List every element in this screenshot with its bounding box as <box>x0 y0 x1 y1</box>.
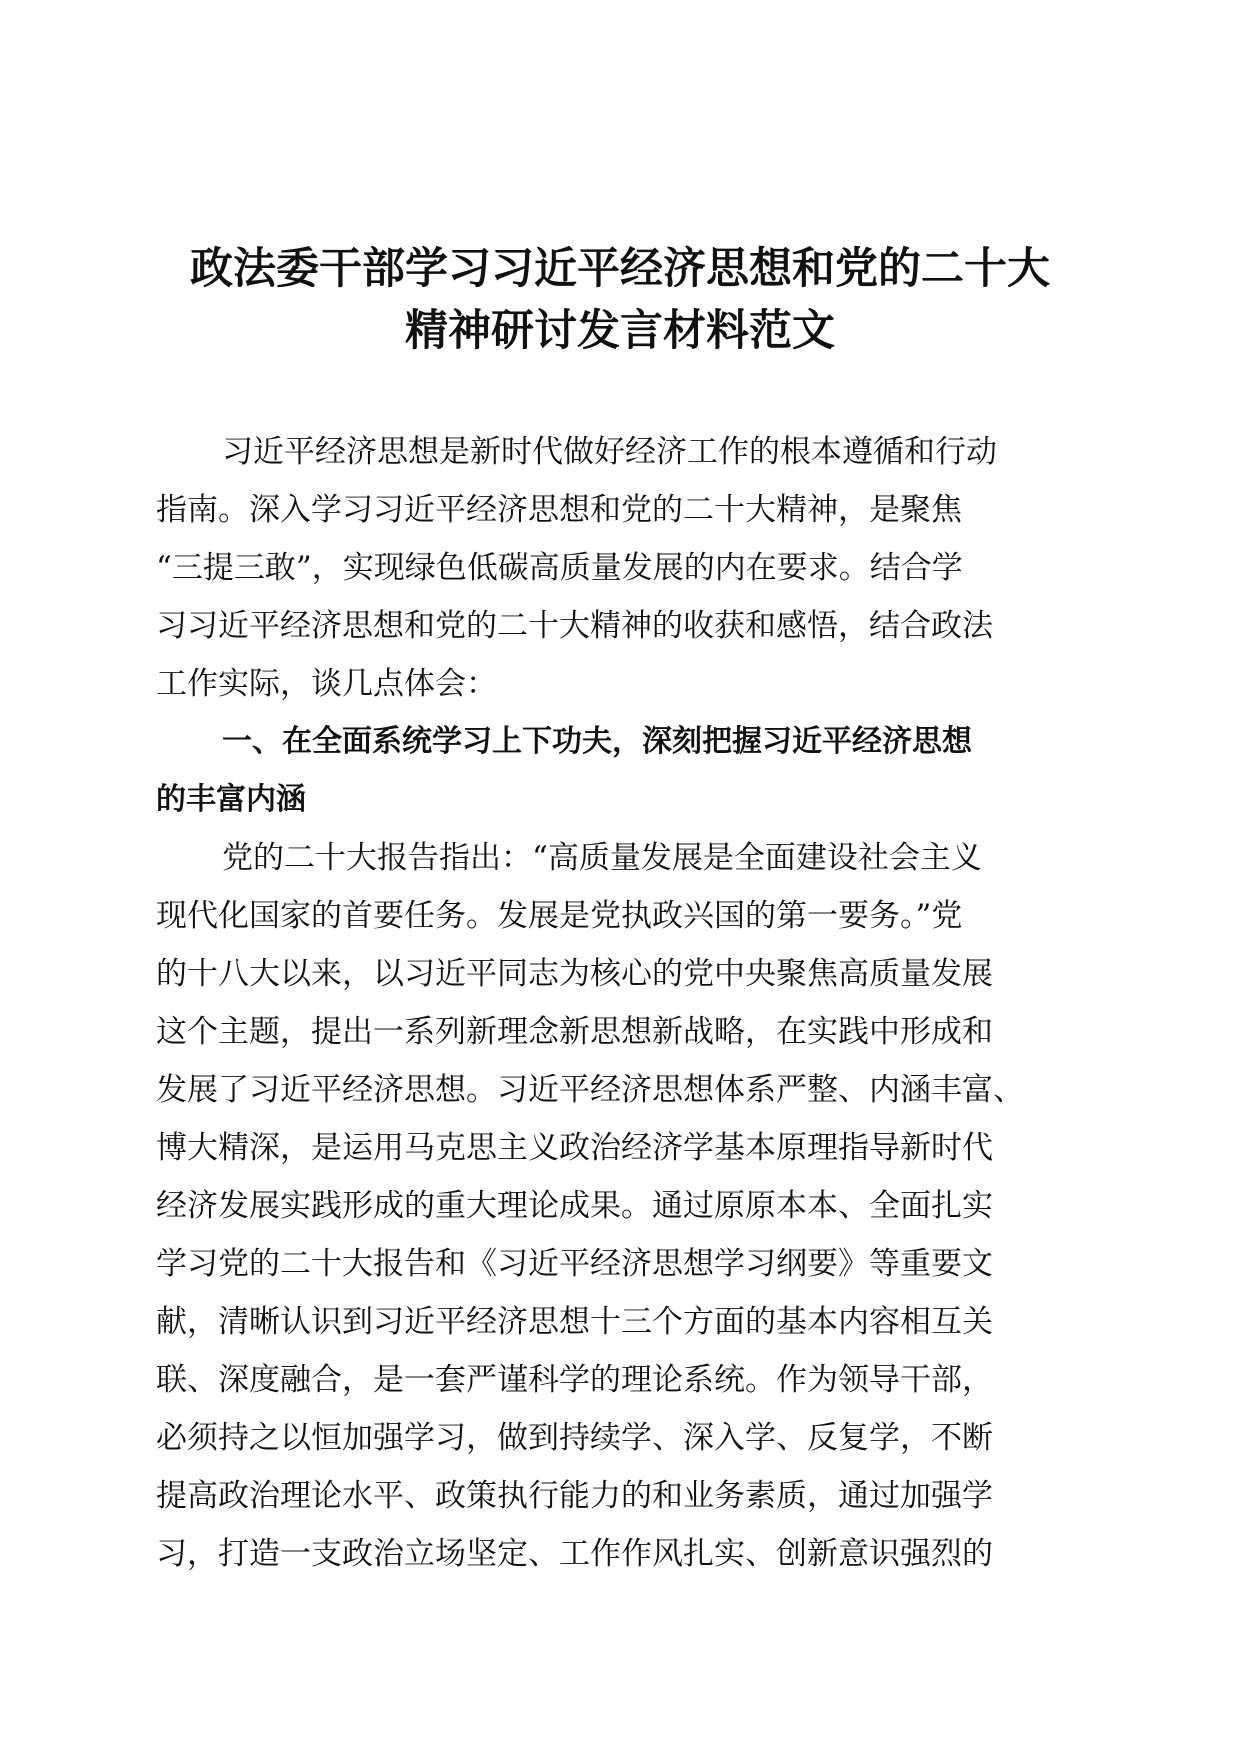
body-line: 献，清晰认识到习近平经济思想十三个方面的基本内容相互关 <box>156 1304 993 1340</box>
body-line: 的十八大以来，以习近平同志为核心的党中央聚焦高质量发展 <box>156 956 993 992</box>
body-line: 博大精深，是运用马克思主义政治经济学基本原理指导新时代 <box>156 1130 993 1166</box>
body-line: 这个主题，提出一系列新理念新思想新战略，在实践中形成和 <box>156 1014 993 1050</box>
body-line: 联、深度融合，是一套严谨科学的理论系统。作为领导干部， <box>156 1362 993 1398</box>
body-line: 习，打造一支政治立场坚定、工作作风扎实、创新意识强烈的 <box>156 1536 993 1572</box>
body-line: 党的二十大报告指出：“高质量发展是全面建设社会主义 <box>222 840 982 876</box>
body-line: 工作实际，谈几点体会： <box>156 666 497 702</box>
section-heading-line-2: 的丰富内涵 <box>156 782 306 817</box>
body-line: “三提三敢”，实现绿色低碳高质量发展的内在要求。结合学 <box>156 550 963 586</box>
body-line: 必须持之以恒加强学习，做到持续学、深入学、反复学，不断 <box>156 1420 993 1456</box>
body-line: 学习党的二十大报告和《习近平经济思想学习纲要》等重要文 <box>156 1246 993 1282</box>
body-line: 指南。深入学习习近平经济思想和党的二十大精神，是聚焦 <box>156 492 962 528</box>
section-heading-line-1: 一、在全面系统学习上下功夫，深刻把握习近平经济思想 <box>222 724 972 759</box>
body-line: 提高政治理论水平、政策执行能力的和业务素质，通过加强学 <box>156 1478 993 1514</box>
document-title-line-2: 精神研讨发言材料范文 <box>405 306 835 356</box>
body-line: 发展了习近平经济思想。习近平经济思想体系严整、内涵丰富、 <box>156 1072 1024 1108</box>
body-line: 经济发展实践形成的重大理论成果。通过原原本本、全面扎实 <box>156 1188 993 1224</box>
document-title-line-1: 政法委干部学习习近平经济思想和党的二十大 <box>190 244 1050 294</box>
body-line: 习习近平经济思想和党的二十大精神的收获和感悟，结合政法 <box>156 608 993 644</box>
body-line: 现代化国家的首要任务。发展是党执政兴国的第一要务。”党 <box>156 898 963 934</box>
body-line: 习近平经济思想是新时代做好经济工作的根本遵循和行动 <box>222 434 997 470</box>
